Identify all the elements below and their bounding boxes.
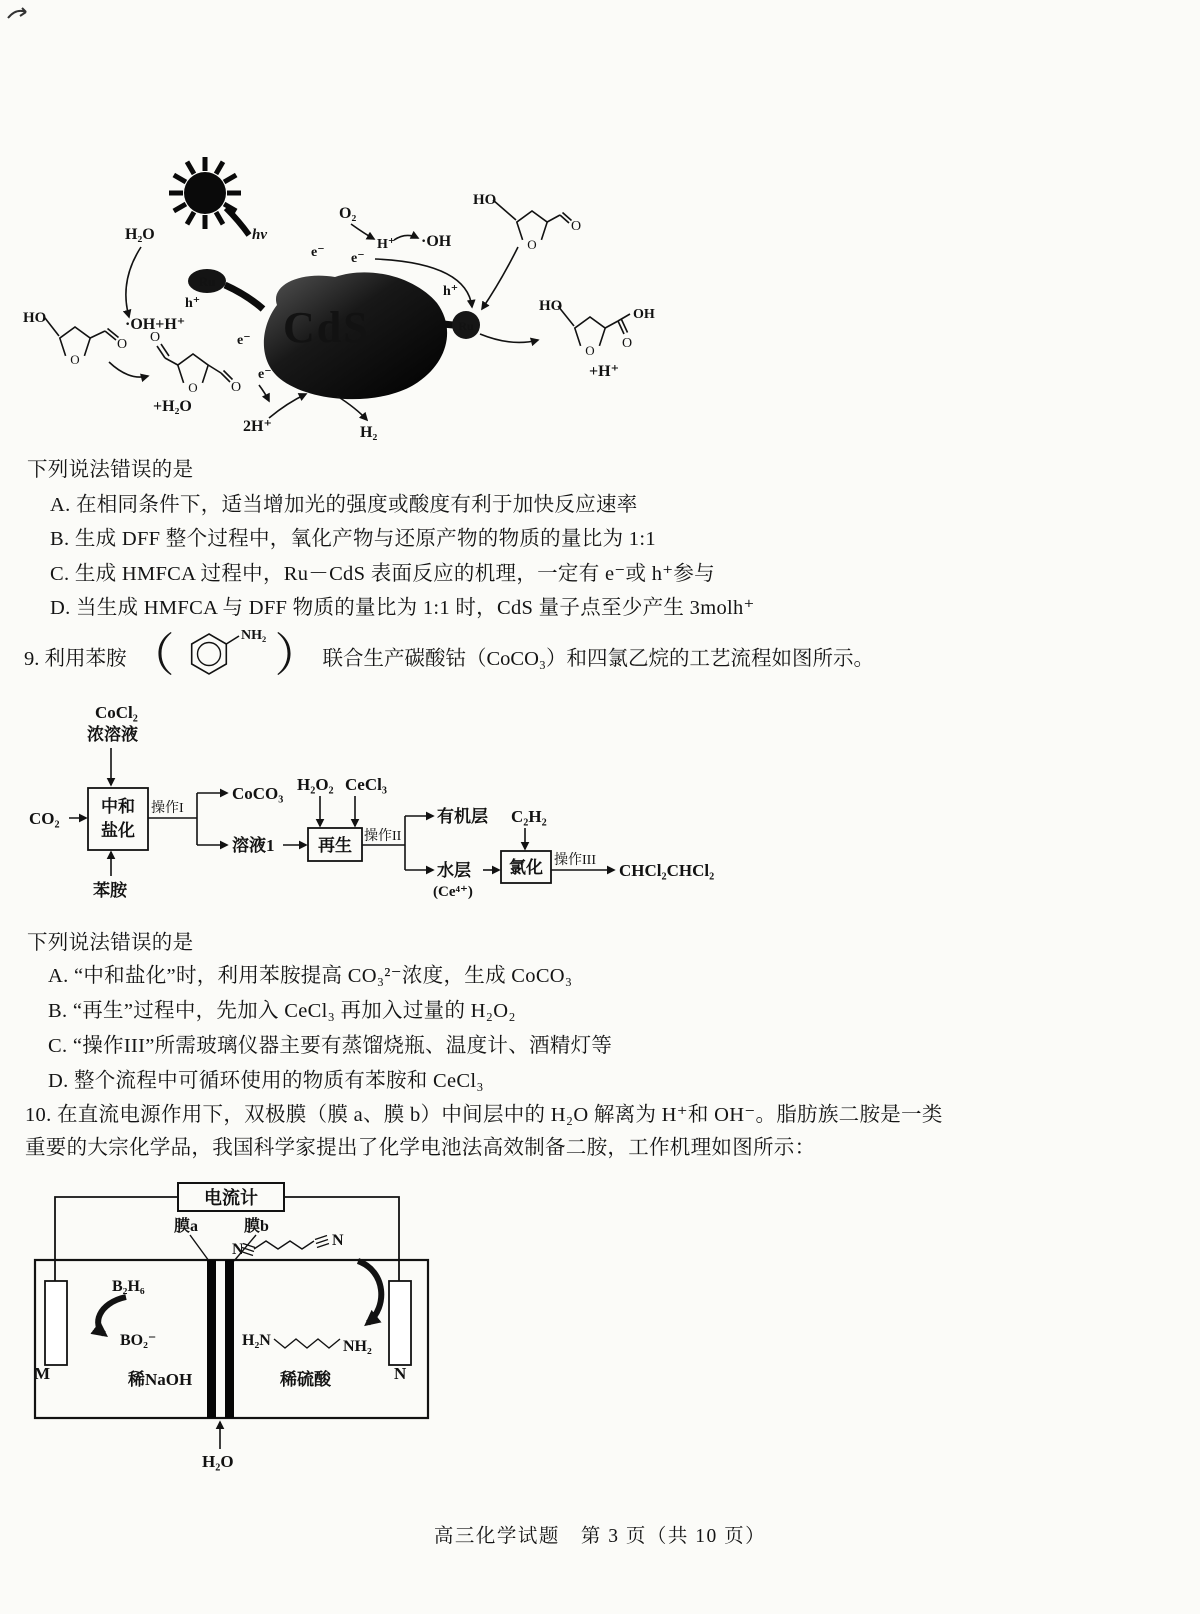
product-label: CHCl₂CHCl₂ [619, 861, 715, 880]
hv-label: hν [252, 227, 267, 243]
hplus-cap-label: H⁺ [377, 237, 396, 252]
carbonyl-o-4: O [570, 219, 582, 234]
q9-paren-close: ） [274, 630, 321, 681]
plus-h2o-label: +H₂O [153, 398, 192, 415]
cathode-reaction-arrow [358, 1261, 381, 1323]
ru-label-left: Ru [198, 274, 216, 289]
q9-text-pre: 9. 利用苯胺 [24, 648, 127, 670]
oh-arrow [394, 235, 418, 240]
proton-in-arrow [269, 394, 306, 418]
water-layer-label: 水层 [437, 861, 471, 880]
q9-option-c: C. “操作III”所需玻璃仪器主要有蒸馏烧瓶、温度计、酒精灯等 [48, 1035, 613, 1057]
hmf-to-dff-arrow [109, 362, 148, 377]
cocl2-label: CoCl₂ [95, 703, 138, 722]
h2o-feed-label: H₂O [202, 1452, 234, 1471]
q9-option-b: B. “再生”过程中，先加入 CeCl₃ 再加入过量的 H₂O₂ [48, 1000, 516, 1022]
hmf-in-arrow [482, 247, 518, 309]
q9-paren-open: （ [128, 630, 175, 681]
wire-left [55, 1197, 178, 1281]
solution1-label: 溶液1 [232, 836, 275, 855]
electrode-m [45, 1281, 67, 1365]
box3-label: 氯化 [509, 858, 543, 877]
membrane-a-pointer [190, 1235, 209, 1261]
op3-label: 操作III [554, 853, 596, 868]
electrochemical-cell-diagram [28, 1173, 508, 1475]
q10-line1: 10. 在直流电源作用下，双极膜（膜 a、膜 b）中间层中的 H₂O 解离为 H⁺和 OH⁻。脂肪族二胺是一类 [25, 1104, 943, 1126]
o2-arrow [351, 224, 374, 239]
cecl3-label: CeCl₃ [345, 775, 387, 794]
dff-structure [157, 344, 233, 383]
q8-option-c: C. 生成 HMFCA 过程中，Ru－CdS 表面反应的机理，一定有 e⁻或 h⁺参与 [50, 563, 715, 585]
aniline-label: 苯胺 [93, 881, 127, 900]
electron-4: e⁻ [258, 367, 272, 382]
q9-prompt: 下列说法错误的是 [27, 932, 194, 954]
nitrile-molecule [241, 1236, 329, 1256]
q9-text-post: 联合生产碳酸钴（CoCO₃）和四氯乙烷的工艺流程如图所示。 [322, 648, 875, 670]
bipolar-membrane-b [225, 1260, 234, 1418]
q10-line2: 重要的大宗化学品，我国科学家提出了化学电池法高效制备二胺，工作机理如图所示： [25, 1137, 816, 1159]
electron-3: e⁻ [237, 333, 251, 348]
hmf-structure-left [45, 318, 119, 356]
o2-label: O₂ [339, 205, 357, 222]
naoh-label: 稀NaOH [128, 1370, 193, 1389]
ce4-label: (Ce⁴⁺) [433, 884, 473, 900]
c2h2-label: C₂H₂ [511, 807, 547, 826]
bo2-label: BO₂⁻ [120, 1332, 157, 1349]
electrode-m-label: M [34, 1364, 51, 1383]
q9-option-a: A. “中和盐化”时，利用苯胺提高 CO₃²⁻浓度，生成 CoCO₃ [48, 965, 573, 987]
membrane-a-label: 膜a [174, 1218, 199, 1235]
h2n-label: H₂N [242, 1332, 271, 1349]
oh-hplus-label: ·OH+H⁺ [125, 316, 186, 333]
nitrile-n-left: N [232, 1241, 244, 1258]
nitrile-n-right: N [332, 1232, 344, 1249]
carboxyl-o: O [621, 336, 633, 351]
h2-label: H₂ [360, 424, 378, 441]
electron-2: e⁻ [351, 251, 365, 266]
furan-o-1: O [70, 352, 80, 367]
q8-option-d: D. 当生成 HMFCA 与 DFF 物质的量比为 1:1 时，CdS 量子点至少产生 3molh⁺ [50, 597, 755, 619]
ho-label-1: HO [23, 310, 47, 326]
nh2-label: NH₂ [343, 1338, 372, 1355]
h2o-arrow [126, 247, 141, 317]
ru-label-right: Ru [458, 319, 474, 333]
bipolar-membrane-a [207, 1260, 216, 1418]
q8-option-a: A. 在相同条件下，适当增加光的强度或酸度有利于加快反应速率 [50, 494, 638, 516]
sun-icon [169, 157, 249, 235]
ammeter-label: 电流计 [204, 1188, 258, 1208]
h2-out-arrow [337, 396, 367, 420]
organic-layer-label: 有机层 [437, 807, 488, 826]
scan-artifact [6, 4, 40, 24]
electrode-n [389, 1281, 411, 1365]
q8-option-b: B. 生成 DFF 整个过程中，氧化产物与还原产物的物质的量比为 1:1 [50, 528, 656, 550]
carbonyl-o-3: O [230, 380, 242, 395]
h-plus-right: h⁺ [443, 284, 459, 299]
h2o2-label: H₂O₂ [297, 775, 334, 794]
hmfca-structure [558, 306, 630, 346]
q9-stem [24, 620, 874, 692]
hmfca-out-arrow [480, 334, 538, 342]
conc-solution-label: 浓溶液 [87, 725, 138, 744]
ho-label-2: HO [473, 192, 497, 208]
electrode-n-label: N [394, 1364, 407, 1383]
op1-label: 操作I [151, 801, 184, 816]
coco3-label: CoCO₃ [232, 784, 284, 803]
co2-label: CO₂ [29, 809, 60, 828]
diamine-chain [274, 1339, 340, 1348]
electron-arrow [259, 385, 269, 401]
b2h6-label: B₂H₆ [112, 1278, 145, 1295]
op2-label: 操作II [364, 829, 402, 844]
q9-option-d: D. 整个流程中可循环使用的物质有苯胺和 CeCl₃ [48, 1070, 484, 1092]
box1-line1: 中和 [101, 797, 135, 816]
box1-line2: 盐化 [101, 821, 135, 840]
box2-label: 再生 [318, 836, 352, 855]
process-flow-diagram [25, 698, 725, 918]
aniline-nh2-label: NH₂ [240, 628, 266, 643]
carboxyl-oh: OH [633, 307, 655, 322]
furan-o-3: O [527, 237, 537, 252]
aniline-structure [177, 625, 273, 687]
q8-prompt: 下列说法错误的是 [27, 459, 194, 481]
h2so4-label: 稀硫酸 [280, 1370, 331, 1389]
page-footer: 高三化学试题 第 3 页（共 10 页） [433, 1526, 767, 1547]
h2o-label: H₂O [125, 226, 155, 243]
hmf-structure-right [493, 200, 572, 240]
electron-1: e⁻ [311, 245, 325, 260]
two-hplus-label: 2H⁺ [243, 418, 272, 435]
ho-label-3: HO [539, 298, 563, 314]
furan-o-4: O [585, 343, 595, 358]
photocatalysis-diagram [15, 135, 695, 450]
anode-reaction-arrow [98, 1297, 126, 1334]
plus-h-label: +H⁺ [589, 363, 620, 380]
dot-oh-label: ·OH [421, 233, 452, 250]
furan-o-2: O [188, 380, 198, 395]
membrane-b-label: 膜b [244, 1218, 269, 1235]
carbonyl-o-1: O [116, 337, 128, 352]
h-plus-left: h⁺ [185, 296, 201, 311]
carbonyl-o-2: O [149, 330, 161, 345]
ru-connector [443, 324, 453, 325]
cds-label: CdS [283, 303, 370, 352]
